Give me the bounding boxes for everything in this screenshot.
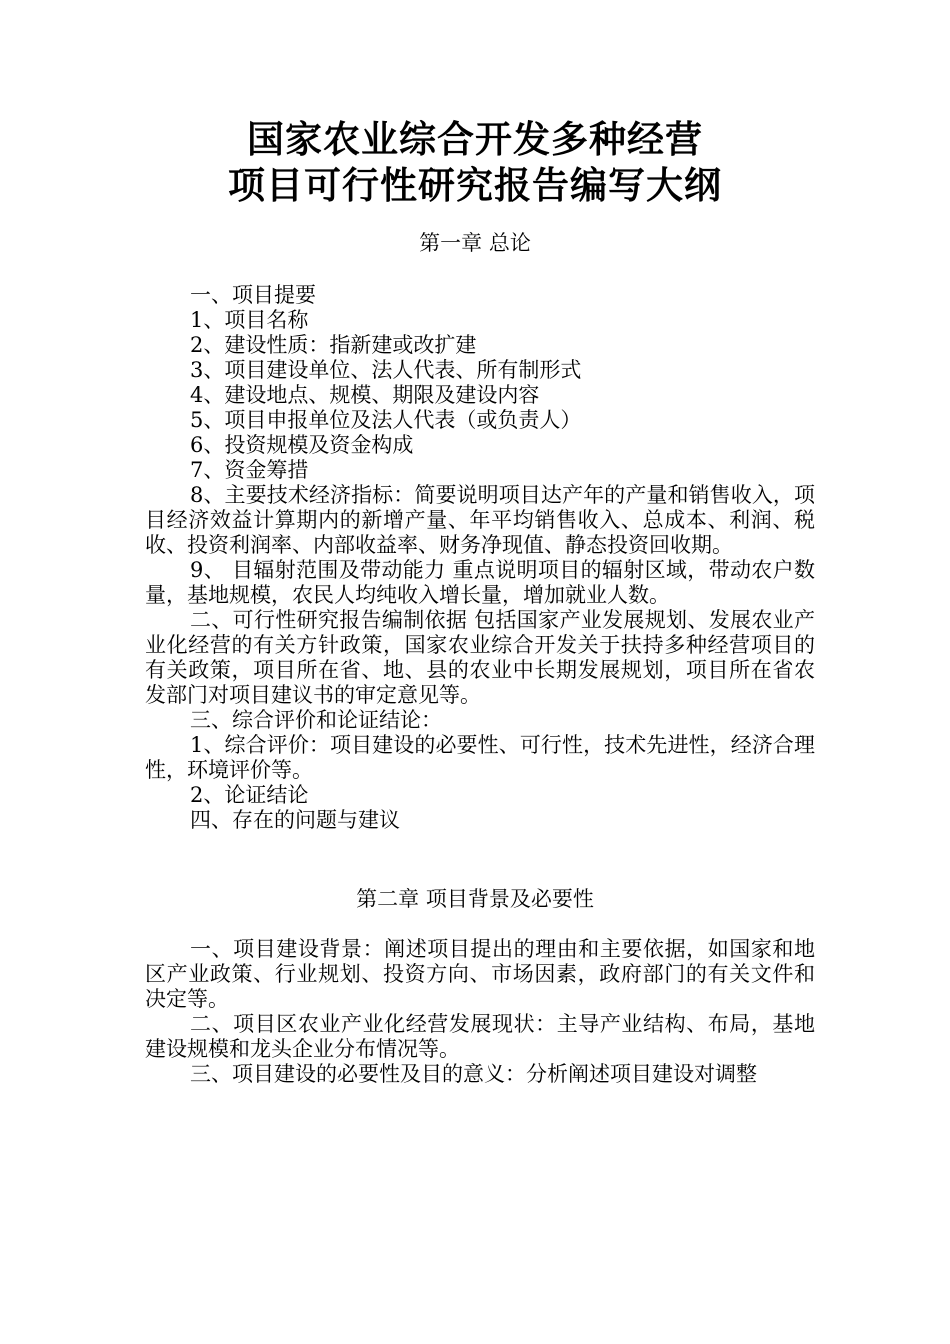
paragraph: 3、项目建设单位、法人代表、所有制形式: [190, 358, 582, 382]
paragraph: 2、建设性质：指新建或改扩建: [190, 333, 477, 357]
paragraph: 8、主要技术经济指标：简要说明项目达产年的产量和销售收入，项目经济效益计算期内的新增产量、年平均销售收入、总成本、利润、税收、投资利润率、内部收益率、财务净现值、静态投资回收期。: [145, 483, 815, 557]
chapter-1-body: [145, 283, 815, 833]
chapter-1-heading: 第一章 总论: [419, 231, 531, 255]
paragraph: 5、项目申报单位及法人代表（或负责人）: [190, 408, 582, 432]
paragraph: 四、存在的问题与建议: [190, 808, 400, 832]
paragraph: 2、论证结论: [190, 783, 309, 807]
paragraph: 7、资金筹措: [190, 458, 309, 482]
paragraph: 9、 目辐射范围及带动能力 重点说明项目的辐射区域，带动农户数量，基地规模，农民人均纯收入增长量，增加就业人数。: [145, 558, 815, 607]
paragraph: 二、项目区农业产业化经营发展现状：主导产业结构、布局，基地建设规模和龙头企业分布情况等。: [145, 1012, 815, 1061]
document-title-line-2: 项目可行性研究报告编写大纲: [228, 164, 722, 207]
paragraph: 4、建设地点、规模、期限及建设内容: [190, 383, 540, 407]
document-title-line-1: 国家农业综合开发多种经营: [247, 118, 703, 161]
chapter-2-body: [145, 937, 815, 1087]
chapter-2-heading: 第二章 项目背景及必要性: [356, 887, 594, 911]
paragraph: 一、项目建设背景：阐述项目提出的理由和主要依据，如国家和地区产业政策、行业规划、投资方向、市场因素，政府部门的有关文件和决定等。: [145, 937, 815, 1011]
paragraph: 一、项目提要: [190, 283, 316, 307]
paragraph: 三、项目建设的必要性及目的意义：分析阐述项目建设对调整: [190, 1062, 757, 1086]
paragraph: 6、投资规模及资金构成: [190, 433, 414, 457]
paragraph: 二、可行性研究报告编制依据 包括国家产业发展规划、发展农业产业化经营的有关方针政策，国家农业综合开发关于扶持多种经营项目的有关政策，项目所在省、地、县的农业中长期发展规划，项目所在省农发部门对项目建议书的审定意见等。: [145, 608, 815, 707]
paragraph: 1、项目名称: [190, 308, 309, 332]
paragraph: 1、综合评价：项目建设的必要性、可行性，技术先进性，经济合理性，环境评价等。: [145, 733, 815, 782]
paragraph: 三、综合评价和论证结论：: [190, 708, 442, 732]
